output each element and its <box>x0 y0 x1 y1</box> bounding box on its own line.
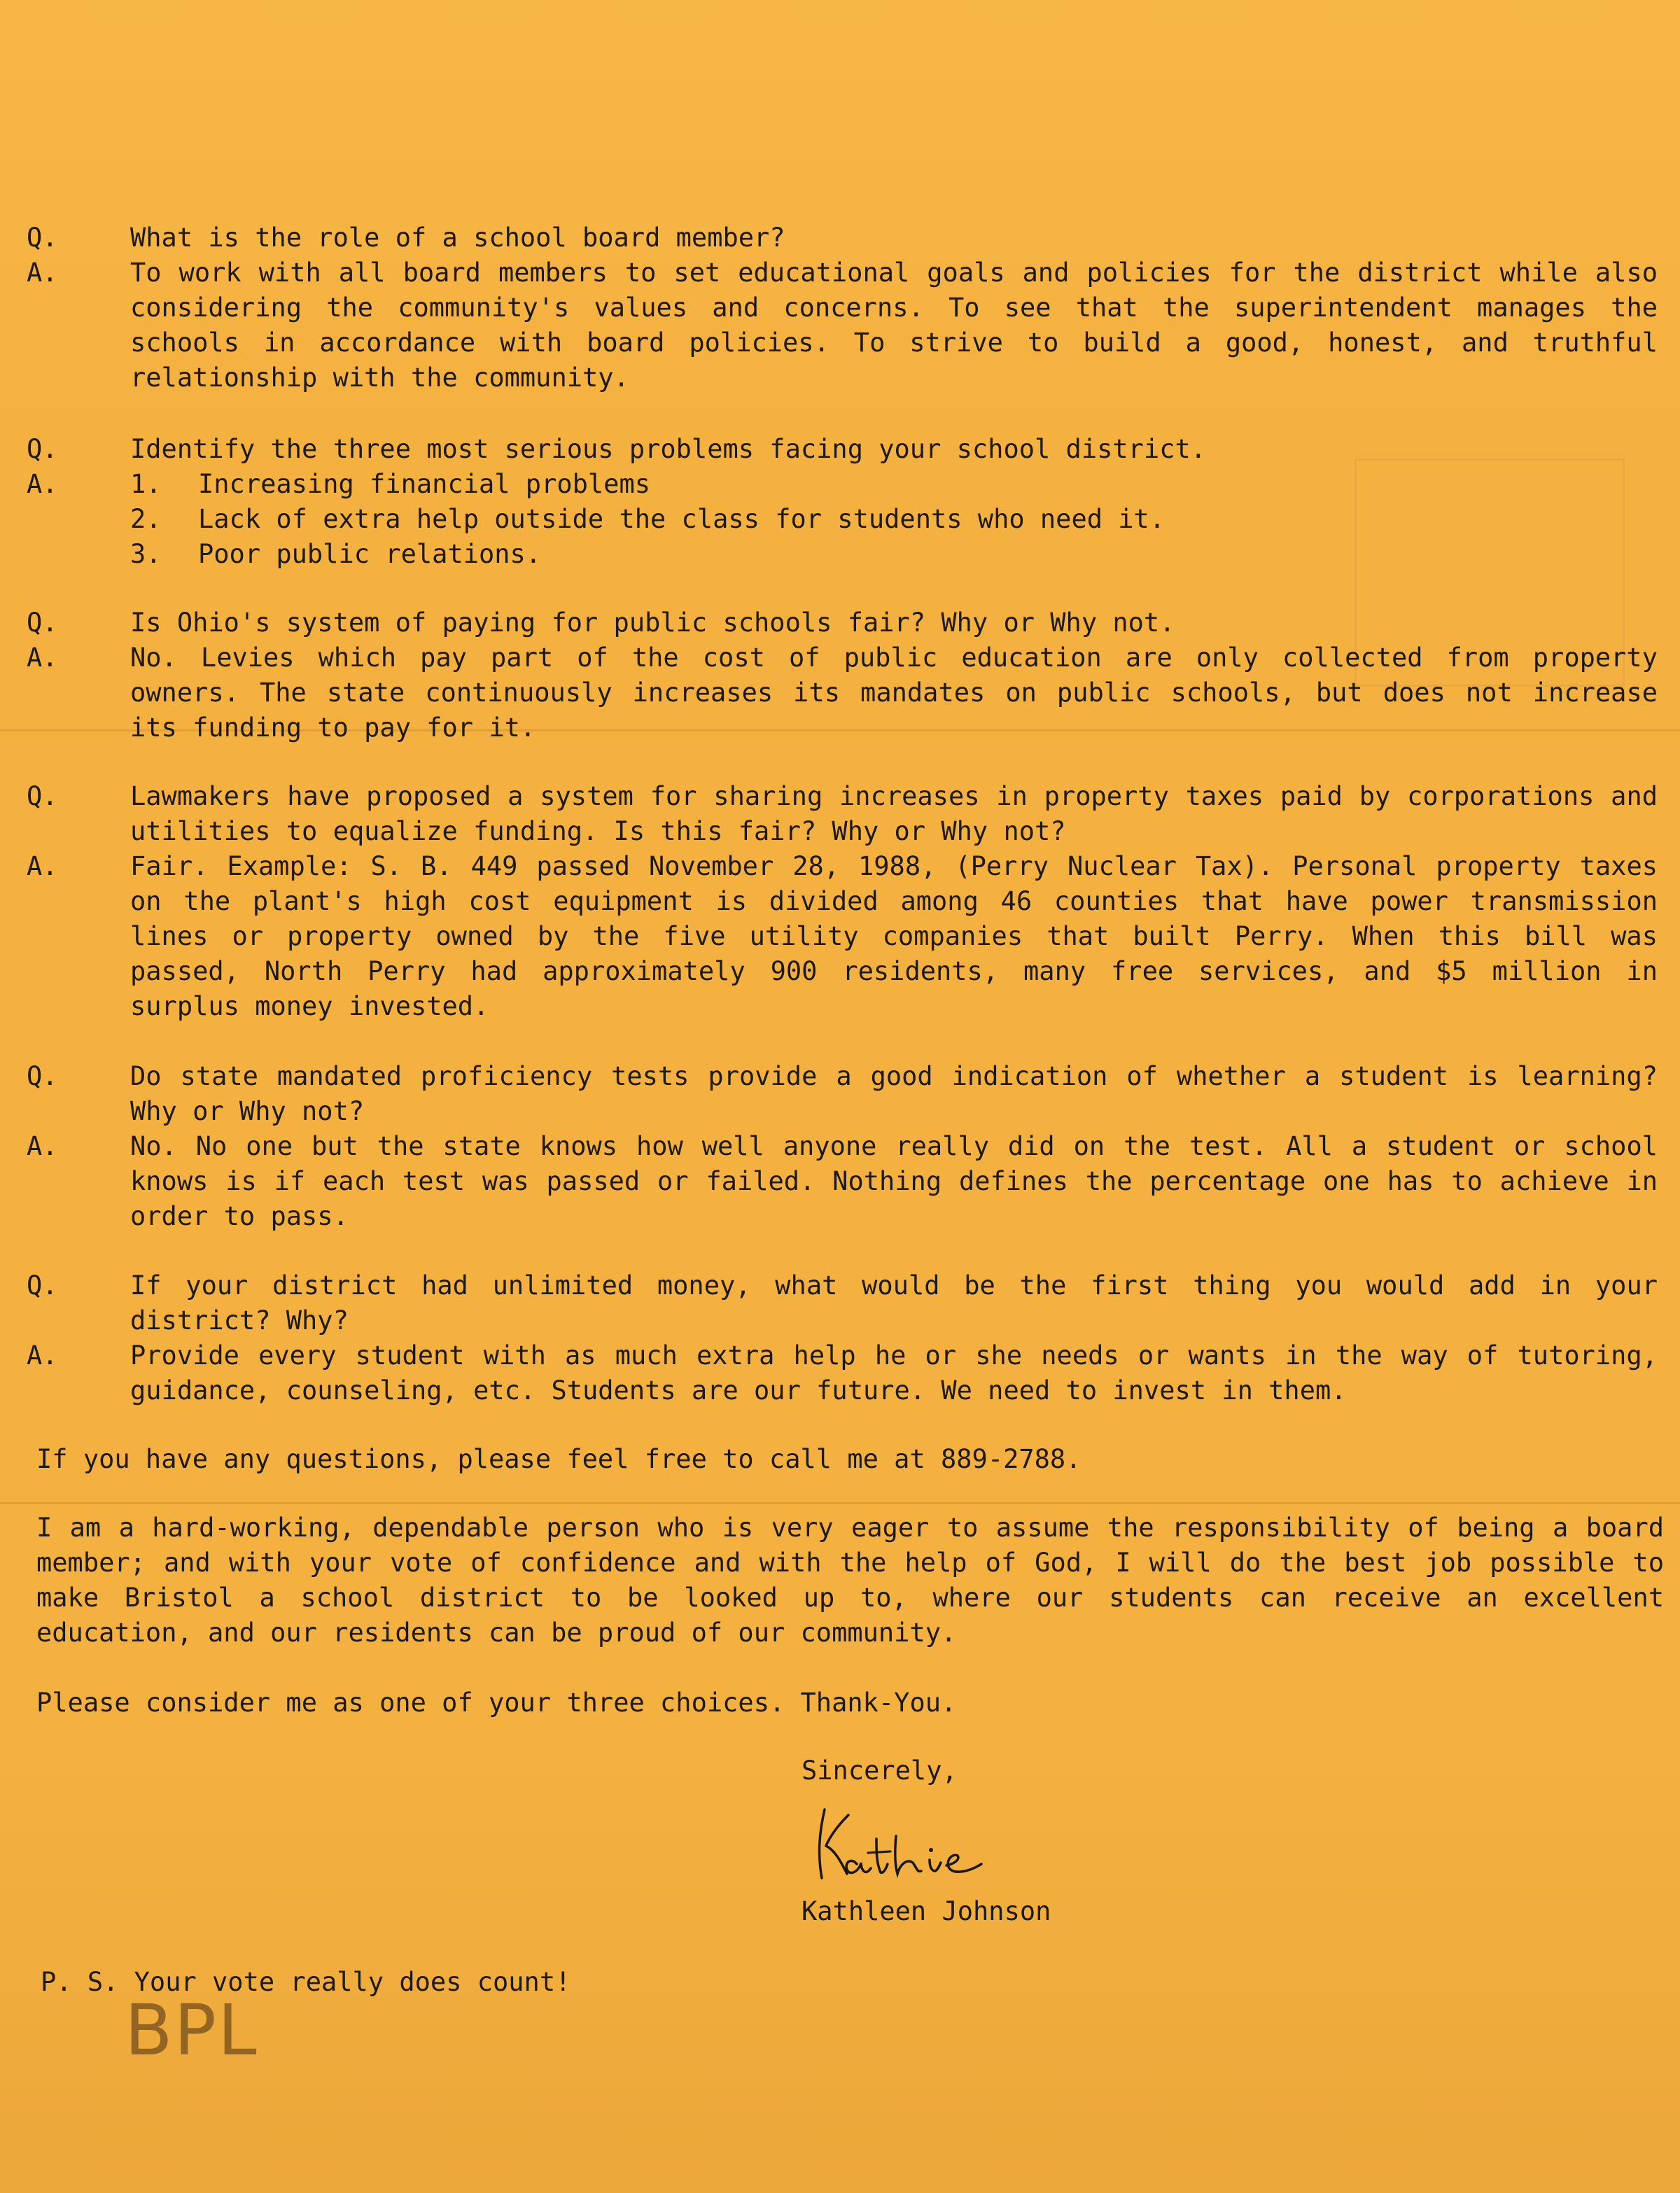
qa-item <box>27 1268 1658 1408</box>
qa-item <box>27 605 1658 745</box>
question-marker: Q. <box>27 434 58 464</box>
question-marker: Q. <box>27 1061 58 1091</box>
answer-row <box>27 640 1658 745</box>
question-row <box>27 220 1658 255</box>
library-watermark: BPL <box>125 1989 258 2071</box>
answer-marker: A. <box>27 851 58 881</box>
handwritten-signature <box>798 1795 1036 1900</box>
paper-fold-line <box>0 1502 1680 1504</box>
question-marker: Q. <box>27 223 58 253</box>
list-number: 3. <box>130 539 162 569</box>
answer-marker: A. <box>27 1131 58 1161</box>
list-item <box>130 467 1658 502</box>
answer-text: Provide every student with as much extra help he or she needs or wants in the way of tutoring, guidance, counseling, etc. Students are our future. We need to invest in them. <box>130 1340 1658 1406</box>
list-item-text: Lack of extra help outside the class for students who need it. <box>198 504 1166 534</box>
answer-marker: A. <box>27 643 58 673</box>
answer-text: Fair. Example: S. B. 449 passed November 28, 1988, (Perry Nuclear Tax). Personal property taxes on the plant's high cost equipment is divided among 46 counties that have power transmission lines or property owned by the five utility companies that built Perry. When this bill was passed, North Perry had approximately 900 residents, many free services, and $5 million in surplus money invested. <box>130 851 1658 1021</box>
answer-text: No. Levies which pay part of the cost of public education are only collected from property owners. The state continuously increases its mandates on public schools, but does not increase its funding to pay for it. <box>130 643 1658 743</box>
question-text: Do state mandated proficiency tests provide a good indication of whether a student is learning? Why or Why not? <box>130 1061 1658 1126</box>
list-item-text: Poor public relations. <box>198 539 542 569</box>
answer-text: No. No one but the state knows how well anyone really did on the test. All a student or school knows is if each test was passed or failed. Nothing defines the percentage one has to achieve in order to pass. <box>130 1131 1658 1231</box>
qa-item <box>27 1059 1658 1234</box>
contact-line: If you have any questions, please feel free to call me at 889-2788. <box>36 1444 1082 1474</box>
answer-marker: A. <box>27 258 58 288</box>
question-row <box>27 1268 1658 1338</box>
signer-name: Kathleen Johnson <box>802 1896 1051 1926</box>
list-number: 1. <box>130 469 162 499</box>
answer-marker: A. <box>27 1340 58 1371</box>
answer-list <box>130 467 1658 572</box>
list-item <box>130 537 1658 572</box>
question-text: If your district had unlimited money, what would be the first thing you would add in your district? Why? <box>130 1270 1658 1336</box>
qa-item <box>27 432 1658 572</box>
answer-row <box>27 467 1658 572</box>
question-row <box>27 432 1658 467</box>
answer-row <box>27 1129 1658 1234</box>
answer-row <box>27 255 1658 395</box>
question-row <box>27 779 1658 849</box>
question-marker: Q. <box>27 608 58 638</box>
list-number: 2. <box>130 504 162 534</box>
question-marker: Q. <box>27 781 58 811</box>
question-text: What is the role of a school board member? <box>130 223 785 253</box>
answer-text: To work with all board members to set educational goals and policies for the district while also considering the community's values and concerns. To see that the superintendent manages the schools in accordance with board policies. To strive to build a good, honest, and truthful relationship with the community. <box>130 258 1658 393</box>
signature-drawing <box>798 1795 1036 1900</box>
qa-item <box>27 220 1658 395</box>
answer-row <box>27 849 1658 1024</box>
question-text: Lawmakers have proposed a system for sharing increases in property taxes paid by corporations and utilities to equalize funding. Is this fair? Why or Why not? <box>130 781 1658 846</box>
pitch-paragraph: I am a hard-working, dependable person who is very eager to assume the responsibility of being a board member; and with your vote of confidence and with the help of God, I will do the best job possible to make Bristol a school district to be looked up to, where our students can receive an excellent education, and our residents can be proud of our community. <box>36 1513 1664 1648</box>
question-marker: Q. <box>27 1270 58 1301</box>
answer-row <box>27 1338 1658 1408</box>
question-text: Is Ohio's system of paying for public schools fair? Why or Why not. <box>130 608 1175 638</box>
question-text: Identify the three most serious problems facing your school district. <box>130 434 1207 464</box>
request-line: Please consider me as one of your three choices. Thank-You. <box>36 1688 957 1718</box>
closing-salutation: Sincerely, <box>802 1756 958 1786</box>
answer-marker: A. <box>27 469 58 499</box>
question-row <box>27 605 1658 640</box>
postscript: P. S. Your vote really does count! <box>41 1967 571 1997</box>
question-row <box>27 1059 1658 1129</box>
list-item <box>130 502 1658 537</box>
list-item-text: Increasing financial problems <box>198 469 651 499</box>
qa-item <box>27 779 1658 1024</box>
